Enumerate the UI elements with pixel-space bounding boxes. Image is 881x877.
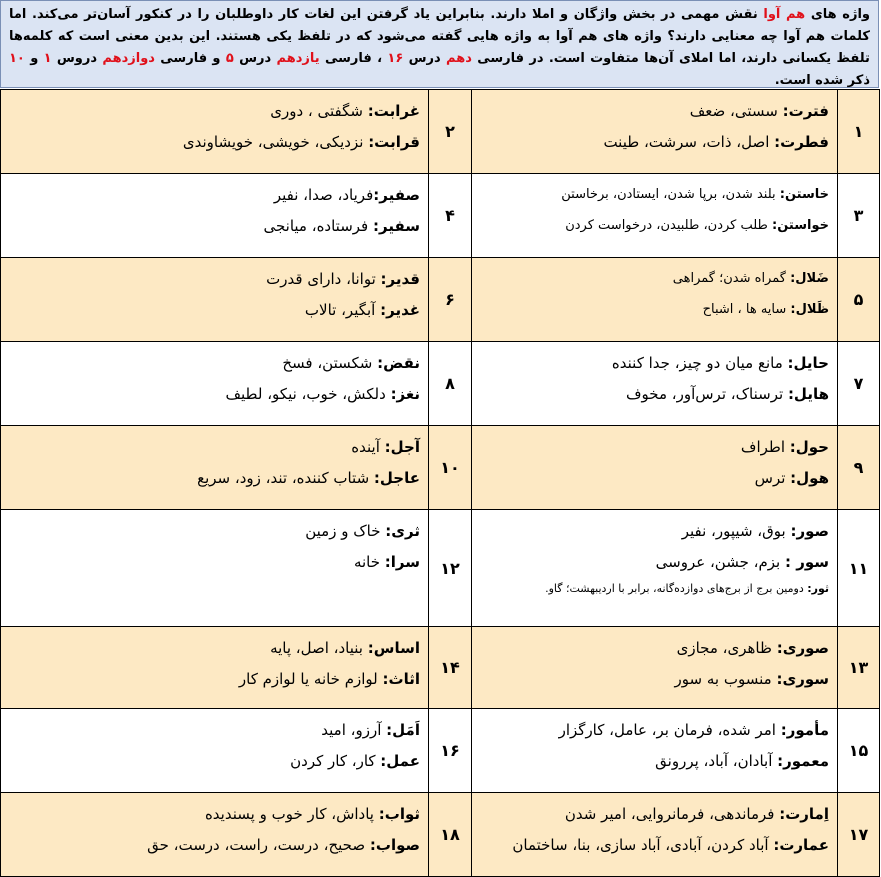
definition-line — [478, 434, 829, 460]
intro-text: ، فارسی — [319, 51, 388, 66]
highlight-lesson: ۱۰ — [9, 51, 25, 66]
table-row — [1, 510, 880, 627]
definition-line — [478, 182, 829, 208]
intro-paragraph — [0, 0, 879, 88]
headword: قدیر: — [380, 270, 420, 288]
headword: اساس: — [367, 639, 420, 657]
headword: عمارت: — [773, 836, 829, 854]
definition-line — [7, 434, 420, 460]
entry-cell — [472, 174, 838, 258]
highlight-hamava: هم آوا — [763, 7, 806, 22]
meaning: نزدیکی، خویشی، خویشاوندی — [182, 133, 369, 151]
definition-line — [478, 129, 829, 155]
entry-cell — [472, 342, 838, 426]
definition-line — [7, 832, 420, 858]
entry-number: ۱۸ — [429, 793, 472, 877]
headword: صوری: — [776, 639, 829, 657]
highlight-lesson: ۱۶ — [387, 51, 404, 66]
headword: غدیر: — [380, 301, 420, 319]
definition-line — [7, 182, 420, 208]
definition-line — [478, 666, 829, 692]
highlight-grade: دوازدهم — [102, 51, 155, 66]
headword: صور: — [790, 522, 829, 540]
headword: فترت: — [782, 102, 829, 120]
definition-line — [478, 748, 829, 774]
meaning: اطراف — [740, 438, 790, 456]
table-row — [1, 174, 880, 258]
intro-text: و — [24, 51, 44, 66]
headword: ظَلال: — [790, 302, 829, 317]
intro-text: ذکر شده است. — [774, 73, 870, 88]
definition-line — [7, 129, 420, 155]
meaning: طلب کردن، طلبیدن، درخواست کردن — [565, 218, 773, 233]
meaning: دومین برج از برج‌های دوازده‌گانه، برابر با اردیبهشت؛ گاو. — [545, 582, 808, 595]
definition-line — [478, 350, 829, 376]
definition-line — [478, 635, 829, 661]
meaning: سایه ها ، اشباح — [702, 302, 791, 317]
entry-number: ۳ — [838, 174, 880, 258]
headword: حایل: — [787, 354, 829, 372]
intro-text: دروس — [51, 51, 103, 66]
entry-number: ۱۳ — [838, 627, 880, 709]
meaning: آباد کردن، آبادی، آباد سازی، بنا، ساختمان — [512, 836, 774, 854]
headword: ثری: — [385, 522, 420, 540]
definition-line — [478, 465, 829, 491]
headword: هول: — [790, 469, 829, 487]
definition-line — [478, 381, 829, 407]
meaning: فرستاده، میانجی — [263, 217, 373, 235]
headword: غرابت: — [367, 102, 420, 120]
definition-line — [7, 518, 420, 544]
headword: مأمور: — [780, 721, 829, 739]
highlight-lesson: ۱ — [43, 51, 52, 66]
headword: سفیر: — [373, 217, 420, 235]
entry-cell — [1, 342, 429, 426]
entry-cell — [1, 90, 429, 174]
headword: سور : — [784, 553, 829, 571]
meaning: اصل، ذات، سرشت، طینت — [603, 133, 775, 151]
meaning: شکستن، فسخ — [282, 354, 378, 372]
entry-cell — [1, 258, 429, 342]
definition-line — [7, 635, 420, 661]
entry-cell — [1, 510, 429, 627]
definition-line — [7, 465, 420, 491]
definition-line — [478, 801, 829, 827]
meaning: شگفتی ، دوری — [270, 102, 368, 120]
meaning: خانه — [353, 553, 385, 571]
headword: اِمارت: — [779, 805, 829, 823]
meaning: توانا، دارای قدرت — [266, 270, 381, 288]
intro-text: درس — [233, 51, 277, 66]
meaning: آبگیر، تالاب — [304, 301, 381, 319]
entry-number: ۶ — [429, 258, 472, 342]
headword: عمل: — [380, 752, 420, 770]
table-row — [1, 627, 880, 709]
meaning: ظاهری، مجازی — [676, 639, 777, 657]
definition-line — [478, 717, 829, 743]
meaning: آبادان، آباد، پررونق — [655, 752, 778, 770]
definition-line — [478, 297, 829, 323]
meaning: لوازم خانه یا لوازم کار — [238, 670, 383, 688]
entry-cell — [472, 426, 838, 510]
meaning: فریاد، صدا، نفیر — [273, 186, 374, 204]
definition-line — [7, 549, 420, 575]
meaning: گمراه شدن؛ گمراهی — [672, 271, 791, 286]
definition-line — [7, 213, 420, 239]
meaning: سستی، ضعف — [689, 102, 783, 120]
meaning: آرزو، امید — [321, 721, 387, 739]
headword: ثواب: — [378, 805, 420, 823]
entry-cell — [472, 709, 838, 793]
highlight-grade: یازدهم — [276, 51, 320, 66]
table-row — [1, 793, 880, 877]
definition-line — [7, 297, 420, 323]
headword: فطرت: — [774, 133, 829, 151]
entry-number: ۱۴ — [429, 627, 472, 709]
meaning: کار، کار کردن — [290, 752, 381, 770]
meaning: آینده — [351, 438, 385, 456]
headword: نقض: — [377, 354, 420, 372]
headword: معمور: — [777, 752, 829, 770]
definition-line — [7, 748, 420, 774]
headword: قرابت: — [368, 133, 420, 151]
meaning: امر شده، فرمان بر، عامل، کارگزار — [558, 721, 781, 739]
headword: نغز: — [390, 385, 420, 403]
highlight-grade: دهم — [446, 51, 472, 66]
entry-number: ۱ — [838, 90, 880, 174]
definition-line — [478, 580, 829, 598]
meaning: ترس — [754, 469, 791, 487]
meaning: بنیاد، اصل، پایه — [270, 639, 368, 657]
definition-line — [7, 98, 420, 124]
definition-line — [478, 832, 829, 858]
definition-line — [7, 266, 420, 292]
meaning: ترسناک، ترس‌آور، مخوف — [625, 385, 788, 403]
intro-text: درس — [403, 51, 447, 66]
meaning: بلند شدن، برپا شدن، ایستادن، برخاستن — [561, 187, 780, 202]
entry-number: ۴ — [429, 174, 472, 258]
definition-line — [478, 518, 829, 544]
definition-line — [478, 549, 829, 575]
table-row — [1, 709, 880, 793]
meaning: بزم، جشن، عروسی — [655, 553, 785, 571]
entry-cell — [472, 793, 838, 877]
definition-line — [478, 98, 829, 124]
table-row — [1, 426, 880, 510]
entry-cell — [472, 90, 838, 174]
headword: عاجل: — [373, 469, 420, 487]
intro-text: واژه های — [805, 7, 870, 22]
meaning: مانع میان دو چیز، جدا کننده — [611, 354, 788, 372]
headword: حول: — [789, 438, 829, 456]
entry-cell — [472, 258, 838, 342]
entry-cell — [1, 793, 429, 877]
headword: صواب: — [369, 836, 420, 854]
definition-line — [7, 350, 420, 376]
entry-number: ۱۱ — [838, 510, 880, 627]
meaning: بوق، شیپور، نفیر — [681, 522, 791, 540]
meaning: دلکش، خوب، نیکو، لطیف — [225, 385, 391, 403]
meaning: پاداش، کار خوب و پسندیده — [204, 805, 379, 823]
table-row — [1, 90, 880, 174]
meaning: فرماندهی، فرمانروایی، امیر شدن — [564, 805, 780, 823]
headword: خواستن: — [772, 218, 829, 233]
entry-number: ۷ — [838, 342, 880, 426]
headword: ضَلال: — [790, 271, 829, 286]
intro-text: و فارسی — [154, 51, 226, 66]
highlight-lesson: ۵ — [225, 51, 234, 66]
entry-cell — [1, 627, 429, 709]
definition-line — [7, 666, 420, 692]
entry-number: ۱۰ — [429, 426, 472, 510]
headword: اثاث: — [382, 670, 420, 688]
entry-number: ۱۷ — [838, 793, 880, 877]
headword: ثور: — [807, 582, 829, 595]
entry-number: ۹ — [838, 426, 880, 510]
entry-cell — [1, 426, 429, 510]
headword: آجل: — [384, 438, 420, 456]
meaning: صحیح، درست، راست، درست، حق — [147, 836, 370, 854]
definition-line — [7, 717, 420, 743]
headword: خاستن: — [779, 187, 829, 202]
intro-text: نقش مهمی در بخش واژگان و املا دارند. بنابراین یاد گرفتن این لغات کار داوطلبان را در کنکور آسان‌تر می‌کند. اما کلمات هم آوا چه معنایی دارند؟ واژه های هم آوا به واژه هایی گفته می‌شود که در تلفظ یکی هستند. این بدین معنی است که کلمه‌ها تلفظ یکسانی دارند، اما املای آن‌ها متفاوت است. در فارسی — [9, 7, 870, 66]
entry-number: ۱۶ — [429, 709, 472, 793]
meaning: منسوب به سور — [674, 670, 777, 688]
definition-line — [478, 266, 829, 292]
entry-cell — [1, 174, 429, 258]
entry-number: ۵ — [838, 258, 880, 342]
entry-number: ۸ — [429, 342, 472, 426]
definition-line — [478, 213, 829, 239]
meaning: شتاب کننده، تند، زود، سریع — [197, 469, 374, 487]
headword: صفیر: — [373, 186, 420, 204]
homophones-table — [0, 89, 880, 877]
definition-line — [7, 801, 420, 827]
entry-number: ۲ — [429, 90, 472, 174]
definition-line — [7, 381, 420, 407]
entry-cell — [472, 627, 838, 709]
entry-number: ۱۲ — [429, 510, 472, 627]
headword: سرا: — [384, 553, 420, 571]
entry-number: ۱۵ — [838, 709, 880, 793]
entry-cell — [472, 510, 838, 627]
headword: اَمَل: — [386, 721, 420, 739]
meaning: خاک و زمین — [305, 522, 386, 540]
entry-cell — [1, 709, 429, 793]
headword: هایل: — [787, 385, 829, 403]
table-row — [1, 342, 880, 426]
headword: سوری: — [776, 670, 829, 688]
table-row — [1, 258, 880, 342]
